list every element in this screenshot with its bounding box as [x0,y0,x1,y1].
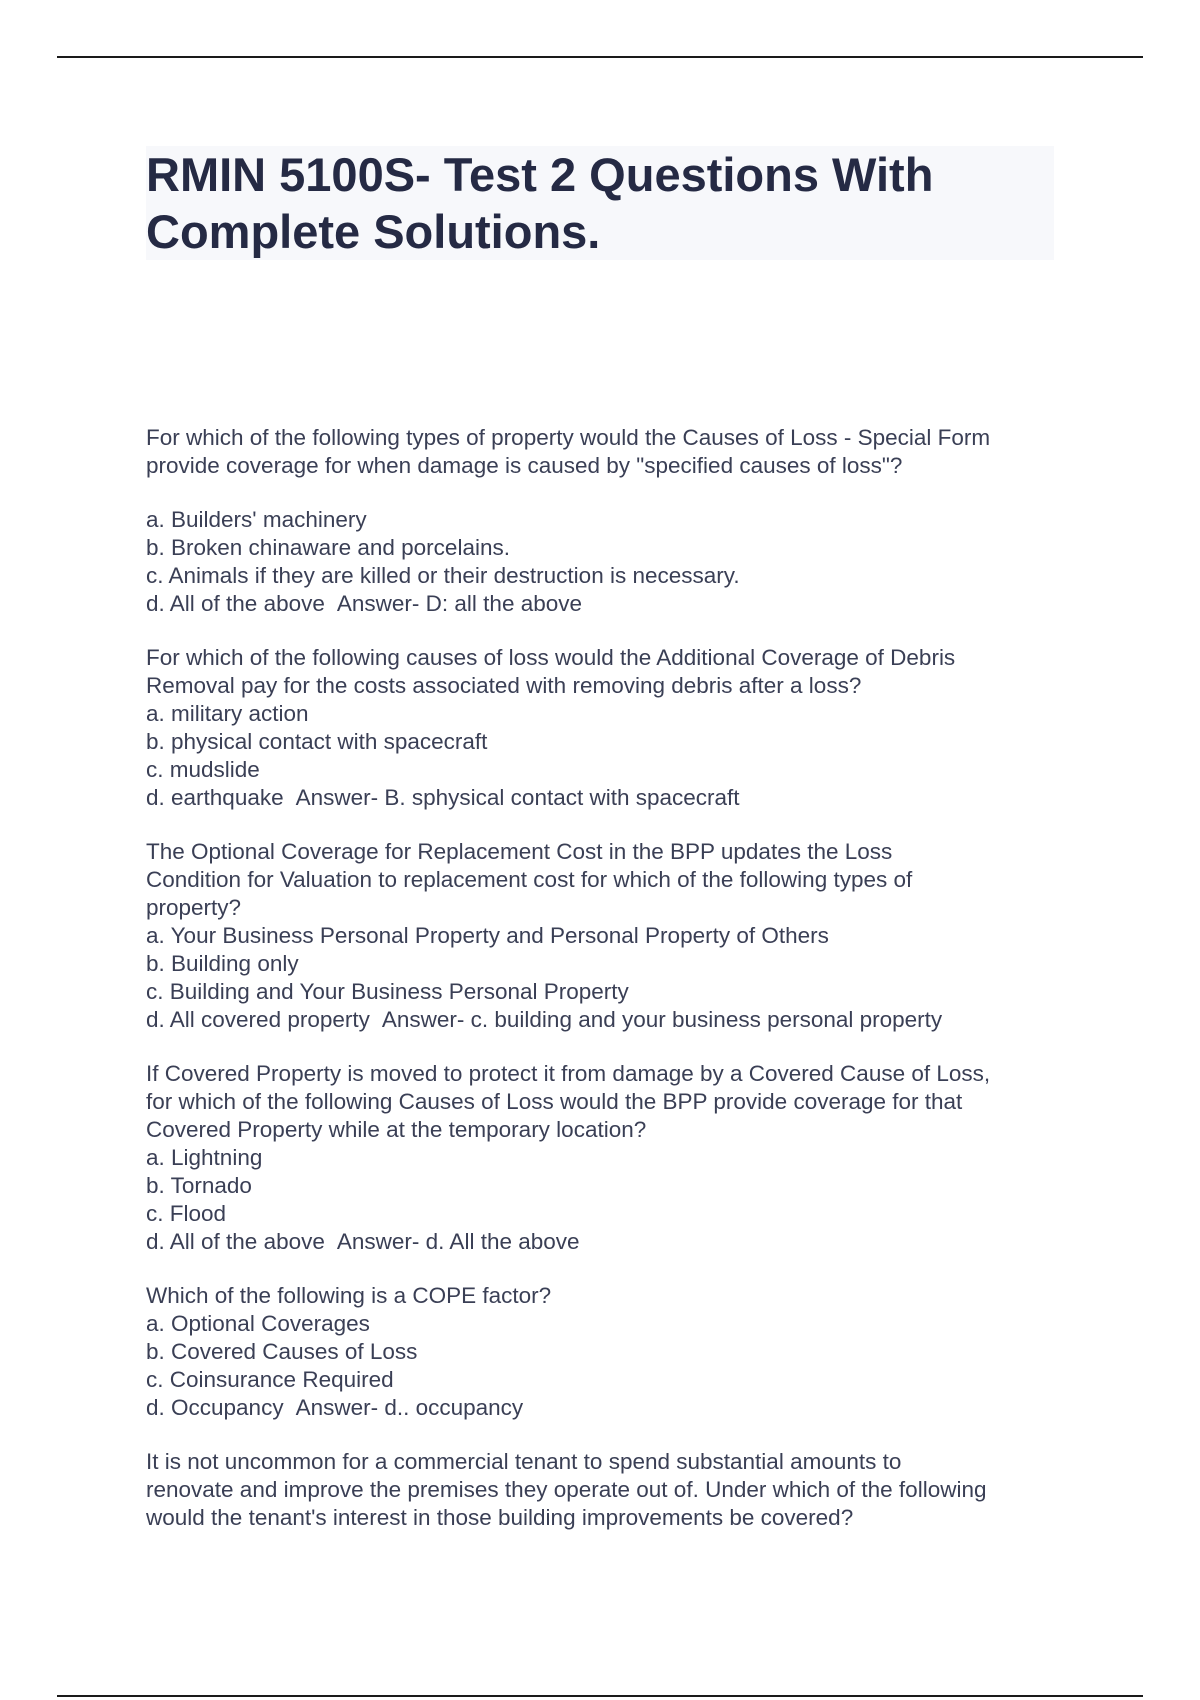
question-block-2 [146,644,1066,812]
question-block-6 [146,1448,1066,1532]
option-d: d. All of the above [146,591,325,616]
option-b: b. Building only [146,951,299,976]
option-a: a. Your Business Personal Property and Personal Property of Others [146,923,829,948]
option-d-with-answer [146,1394,1066,1422]
option-d: d. earthquake [146,785,284,810]
question-text: for which of the following Causes of Loss would the BPP provide coverage for that [146,1089,963,1114]
option-b: b. Covered Causes of Loss [146,1339,418,1364]
option-d-with-answer [146,1228,1066,1256]
option-d: d. All covered property [146,1007,370,1032]
option-c: c. Animals if they are killed or their destruction is necessary. [146,563,740,588]
bottom-rule [57,1695,1143,1697]
questions-list [146,424,1066,1558]
option-b: b. Broken chinaware and porcelains. [146,535,510,560]
question-text: provide coverage for when damage is caused by "specified causes of loss"? [146,453,903,478]
title-line-1: RMIN 5100S- Test 2 Questions With [146,148,934,201]
question-text: property? [146,895,242,920]
question-text: Removal pay for the costs associated with removing debris after a loss? [146,673,862,698]
title-line-2: Complete Solutions. [146,205,601,258]
answer-text: Answer- d. All the above [336,1229,580,1254]
document-title [146,146,1054,260]
option-a: a. Lightning [146,1145,263,1170]
question-text: Which of the following is a COPE factor? [146,1283,552,1308]
top-rule [57,56,1143,58]
question-text: renovate and improve the premises they operate out of. Under which of the following [146,1477,987,1502]
option-d: d. All of the above [146,1229,325,1254]
option-c: c. Coinsurance Required [146,1367,394,1392]
question-text: If Covered Property is moved to protect it from damage by a Covered Cause of Loss, [146,1061,991,1086]
question-block-3 [146,838,1066,1034]
option-d-with-answer [146,784,1066,812]
option-c: c. Flood [146,1201,227,1226]
question-text: would the tenant's interest in those building improvements be covered? [146,1505,854,1530]
option-d-with-answer [146,590,1066,618]
question-block-4 [146,1060,1066,1256]
question-text: Covered Property while at the temporary location? [146,1117,647,1142]
question-block-5 [146,1282,1066,1422]
question-text: For which of the following causes of loss would the Additional Coverage of Debris [146,645,956,670]
option-a: a. Optional Coverages [146,1311,370,1336]
question-text: Condition for Valuation to replacement cost for which of the following types of [146,867,913,892]
option-d-with-answer [146,1006,1066,1034]
answer-text: Answer- c. building and your business personal property [381,1007,943,1032]
option-d: d. Occupancy [146,1395,284,1420]
answer-text: Answer- d.. occupancy [295,1395,524,1420]
answer-text: Answer- B. sphysical contact with spacecraft [295,785,740,810]
question-text: The Optional Coverage for Replacement Cost in the BPP updates the Loss [146,839,893,864]
question-block-1 [146,424,1066,618]
option-b: b. physical contact with spacecraft [146,729,488,754]
option-a: a. military action [146,701,309,726]
option-a: a. Builders' machinery [146,507,367,532]
option-b: b. Tornado [146,1173,252,1198]
answer-text: Answer- D: all the above [336,591,583,616]
option-c: c. mudslide [146,757,260,782]
question-text: For which of the following types of property would the Causes of Loss - Special Form [146,425,991,450]
option-c: c. Building and Your Business Personal Property [146,979,629,1004]
question-text: It is not uncommon for a commercial tenant to spend substantial amounts to [146,1449,902,1474]
